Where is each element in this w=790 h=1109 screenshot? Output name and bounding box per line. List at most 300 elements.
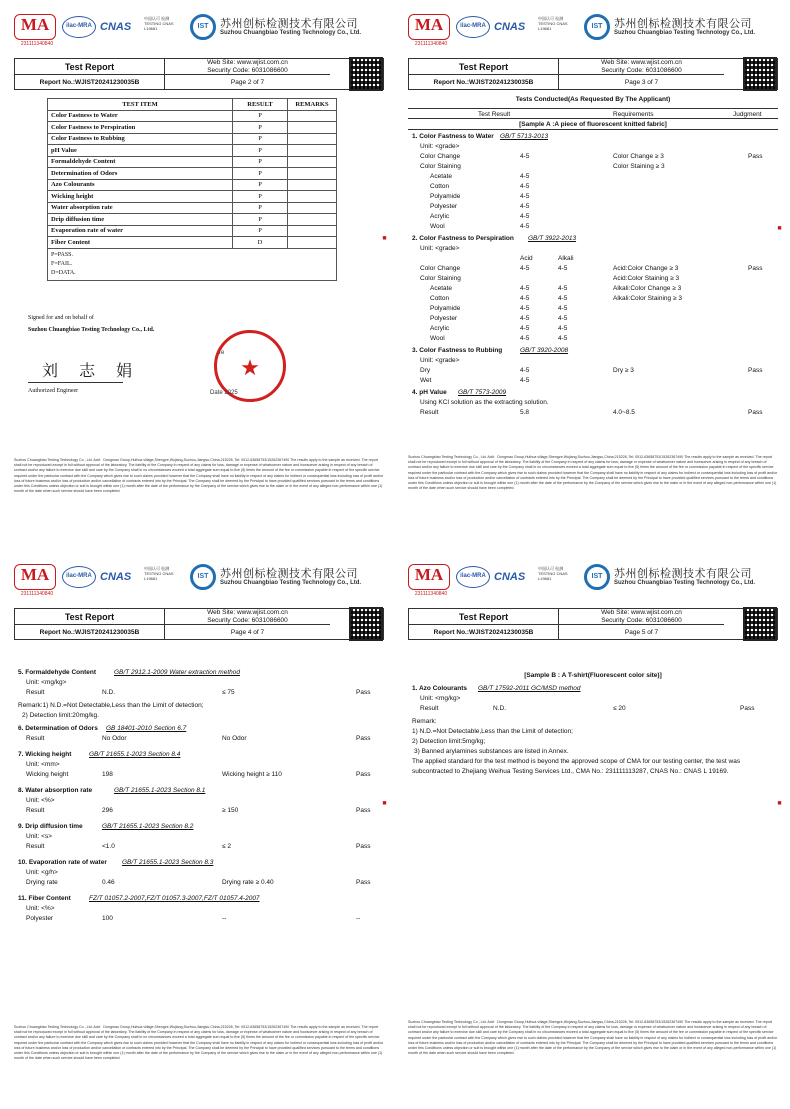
qr-code [743, 57, 777, 91]
alkali-value: 4-5 [558, 265, 568, 272]
result-row [14, 734, 384, 747]
summary-table [47, 98, 337, 281]
result-row [14, 914, 384, 924]
item-name: pH Value [48, 145, 233, 157]
unit-row [14, 796, 384, 806]
acid-value: 4-5 [520, 335, 530, 342]
security-code: Security Code: 6031086600 [601, 617, 682, 624]
result-row [408, 408, 778, 418]
unit: Unit: <%> [26, 905, 55, 912]
value: 4-5 [520, 223, 530, 230]
report-info-box [408, 58, 778, 90]
page-number: Page 3 of 7 [624, 79, 659, 86]
result-row [408, 304, 778, 314]
item-name: Formaldehyde Content [48, 156, 233, 168]
value: N.D. [102, 689, 115, 696]
s1-title: 1. Azo Colourants [412, 685, 468, 692]
alkali-value: 4-5 [558, 325, 568, 332]
judgment: Pass [356, 807, 371, 814]
judgment: Pass [356, 771, 371, 778]
value: 4-5 [520, 183, 530, 190]
label: Color Staining [420, 275, 461, 282]
requirement: Color Change ≥ 3 [613, 153, 664, 160]
requirement: ≤ 2 [222, 843, 231, 850]
item-name: Color Fastness to Rubbing [48, 133, 233, 145]
alkali-value: 4-5 [558, 285, 568, 292]
result-row [408, 314, 778, 324]
remark-row [14, 701, 384, 711]
item-result: P [233, 179, 288, 191]
col-requirements: Requirements [613, 111, 654, 118]
table-row [48, 237, 337, 249]
fabric: Cotton [430, 183, 450, 190]
website-security [165, 59, 330, 75]
unit-row [14, 832, 384, 842]
item-remark [288, 122, 337, 134]
subcontract-note: subcontracted to Zhejiang Weihua Testing Services Ltd., CMA No.: 231111113287, CNAS No.: CNAS L 19169. [412, 768, 729, 775]
unit: Unit: <g/h> [26, 869, 58, 876]
result-row [408, 264, 778, 274]
label: Result [420, 705, 439, 712]
unit-row [408, 356, 778, 366]
result-row [408, 366, 778, 376]
item-name: Determination of Odors [48, 168, 233, 180]
fabric: Acrylic [430, 325, 450, 332]
value: 4-5 [520, 203, 530, 210]
website: Web Site: www.wjist.com.cn [207, 59, 288, 66]
table-row [48, 214, 337, 226]
s1-standard: GB/T 17592-2011 GC/MSD method [478, 685, 581, 692]
report-number: Report No.:WJIST20241230035B [15, 75, 165, 90]
company-name-en: Suzhou Chuangbiao Testing Technology Co., Ltd. [614, 580, 756, 586]
label: Color Change [420, 265, 461, 272]
item-remark [288, 202, 337, 214]
remark: 3) Banned arylamines substances are listed in Annex. [414, 748, 569, 755]
requirement: 4.0~8.5 [613, 409, 635, 416]
page-number: Page 2 of 7 [230, 79, 265, 86]
item-result: P [233, 110, 288, 122]
report-number: Report No.:WJIST20241230035B [15, 625, 165, 640]
result-row [14, 878, 384, 891]
s11-title: 11. Fiber Content [18, 895, 71, 902]
report-info-box [14, 58, 384, 90]
item-remark [288, 191, 337, 203]
report-number: Report No.:WJIST20241230035B [409, 75, 559, 90]
judgment: Pass [748, 409, 763, 416]
result-row [14, 842, 384, 855]
acid-value: 4-5 [520, 285, 530, 292]
s6-title: 6. Determination of Odors [18, 725, 98, 732]
judgment: Pass [748, 265, 763, 272]
cma-logo: MA [14, 14, 56, 40]
table-row [48, 225, 337, 237]
fabric: Acetate [430, 173, 453, 180]
section-heading [14, 750, 384, 760]
fabric: Polyamide [430, 305, 461, 312]
item-remark [288, 133, 337, 145]
company-name-cn: 苏州创标检测技术有限公司 [220, 567, 358, 580]
page-header [14, 560, 384, 600]
sign-date: Date 2025 [210, 390, 238, 396]
cnas-logo: CNAS [494, 571, 526, 583]
cnas-caption: 中国认可 检测 TESTING CNAS L19681 [144, 16, 174, 31]
test-results-area [408, 672, 778, 777]
s4-standard: GB/T 7573-2009 [458, 389, 507, 396]
table-header-row [48, 99, 337, 111]
col-result: RESULT [233, 99, 288, 111]
page-footer: Suzhou Chuangbiao Testing Technology Co., Ltd. Add：Dongmao Group,Huihua village,Shengze,Wujiang,Suzhou,Jiangsu,China,215228, Tel: 0512-63658753/15262367490 The results apply to the sample as received. The report shall not be reproduced except in full without approval of the laboratory. The liability of the Company in respect of any claims for loss, damage or expense of whatsoever nature and howsoever arising in respect of any breach of contract and/or any failure to exercise due skill and care by the Company shall in no circumstances exceed a total aggregate sum equal to five (5) times the amount of the fee or commission payable in respect of the specific service required under the particular contract with the Company which gives rise to such claims provided however that the Company shall have no liability in respect of any claims for indirect or consequential loss including loss of profit and/or loss of future business and/or loss of production and/or cancellation of contracts entered into by the Principal. The Company shall be deemed by the Principal to have provided qualified services pursuant to the terms and conditions under this Conditions unless objection or suit is brought within one (1) month after the date of the performance by the Company of the service which gives rise to the claim or in the event of any alleged non-performance within one (1) month of the date when such service should have been completed. [14, 458, 384, 494]
report-info-box [408, 608, 778, 640]
section-heading [408, 132, 778, 142]
label: Result [26, 807, 45, 814]
company-name-cn: 苏州创标检测技术有限公司 [614, 567, 752, 580]
requirement: -- [222, 915, 227, 922]
seam-stamp-mark: ■ [776, 800, 783, 807]
requirement: Acid:Color Staining ≥ 3 [613, 275, 680, 282]
page-footer: Suzhou Chuangbiao Testing Technology Co., Ltd. Add：Dongmao Group,Huihua village,Shengze,Wujiang,Suzhou,Jiangsu,China,215228, Tel: 0512-63658753/15262367490 The results apply to the sample as received. The report shall not be reproduced except in full without approval of the laboratory. The liability of the Company in respect of any claims for loss, damage or expense of whatsoever nature and howsoever arising in respect of any breach of contract and/or any failure to exercise due skill and care by the Company shall in no circumstances exceed a total aggregate sum equal to five (5) times the amount of the fee or commission payable in respect of the specific service required under the particular contract with the Company which gives rise to such claims provided however that the Company shall have no liability in respect of any claims for indirect or consequential loss including loss of profit and/or loss of future business and/or loss of production and/or cancellation of contracts entered into by the Principal. The Company shall be deemed by the Principal to have provided qualified services pursuant to the terms and conditions under this Conditions unless objection or suit is brought within one (1) month after the date of the performance by the Company of the service which gives rise to the claim or in the event of any alleged non-performance within one (1) month of the date when such service should have been completed. [14, 1025, 384, 1061]
security-code: Security Code: 6031086600 [207, 67, 288, 74]
ist-logo: IST [584, 14, 610, 40]
remark: 2) Detection limit:5mg/kg; [412, 738, 486, 745]
signature-line [28, 382, 123, 383]
item-result: P [233, 214, 288, 226]
ilac-mra-logo: ilac-MRA [62, 16, 96, 38]
s7-standard: GB/T 21655.1-2023 Section 8.4 [89, 751, 181, 758]
table-row [48, 110, 337, 122]
legend-pass: P=PASS. [51, 251, 74, 258]
section-heading [408, 346, 778, 356]
remark-row [408, 737, 778, 747]
section-heading [14, 858, 384, 868]
judgment: Pass [356, 689, 371, 696]
section-heading [408, 684, 778, 694]
item-name: Azo Colourants [48, 179, 233, 191]
website: Web Site: www.wjist.com.cn [601, 59, 682, 66]
value: No Odor [102, 735, 127, 742]
unit: Unit: <grade> [420, 143, 460, 150]
alkali-value: 4-5 [558, 305, 568, 312]
ist-logo: IST [584, 564, 610, 590]
judgment: Pass [356, 735, 371, 742]
website: Web Site: www.wjist.com.cn [207, 609, 288, 616]
label: Result [26, 735, 45, 742]
s10-title: 10. Evaporation rate of water [18, 859, 107, 866]
cma-logo: MA [408, 564, 450, 590]
value: 296 [102, 807, 113, 814]
acid-value: 4-5 [520, 305, 530, 312]
item-result: P [233, 145, 288, 157]
result-row [14, 770, 384, 783]
requirement: ≥ 150 [222, 807, 239, 814]
item-result: P [233, 133, 288, 145]
s9-standard: GB/T 21655.1-2023 Section 8.2 [102, 823, 194, 830]
report-title: Test Report [15, 609, 165, 625]
result-row [14, 806, 384, 819]
acid-value: 4-5 [520, 315, 530, 322]
security-code: Security Code: 6031086600 [601, 67, 682, 74]
report-info-box [14, 608, 384, 640]
label: Result [420, 409, 439, 416]
legend-fail: F=FAIL. [51, 260, 73, 267]
note-row [408, 398, 778, 408]
unit: Unit: <grade> [420, 245, 460, 252]
item-name: Evaporation rate of water [48, 225, 233, 237]
table-row [48, 191, 337, 203]
item-result: P [233, 225, 288, 237]
alkali-col: Alkali [558, 255, 574, 262]
section-heading [408, 388, 778, 398]
requirement: No Odor [222, 735, 247, 742]
value: 4-5 [520, 193, 530, 200]
summary-table-area [14, 98, 384, 281]
unit-row [408, 694, 778, 704]
item-name: Drip diffusion time [48, 214, 233, 226]
qr-code [349, 607, 383, 641]
table-row [48, 202, 337, 214]
s6-standard: GB 18401-2010 Section 6.7 [106, 725, 187, 732]
cnas-caption: 中国认可 检测 TESTING CNAS L19681 [538, 566, 568, 581]
item-result: P [233, 122, 288, 134]
label: Color Change [420, 153, 461, 160]
security-code: Security Code: 6031086600 [207, 617, 288, 624]
label: Wicking height [26, 771, 69, 778]
item-remark [288, 168, 337, 180]
sample-label: [Sample B : A T-shirt(Fluorescent color site)] [524, 672, 662, 679]
unit: Unit: <mg/kg> [420, 695, 461, 702]
unit-row [14, 904, 384, 914]
table-row [48, 122, 337, 134]
company-name-en: Suzhou Chuangbiao Testing Technology Co., Ltd. [614, 30, 756, 36]
value: N.D. [493, 705, 506, 712]
value: 198 [102, 771, 113, 778]
unit-row [14, 760, 384, 770]
report-page-2 [14, 10, 384, 545]
ilac-mra-logo: ilac-MRA [456, 16, 490, 38]
ilac-mra-logo: ilac-MRA [456, 566, 490, 588]
page-header [408, 560, 778, 600]
value: 5.8 [520, 409, 530, 416]
result-row [408, 202, 778, 212]
item-name: Water absorption rate [48, 202, 233, 214]
s10-standard: GB/T 21655.1-2023 Section 8.3 [122, 859, 214, 866]
unit: Unit: <grade> [420, 357, 460, 364]
cma-number: 231111340840 [20, 591, 54, 597]
page-footer: Suzhou Chuangbiao Testing Technology Co., Ltd. Add：Dongmao Group,Huihua village,Shengze,Wujiang,Suzhou,Jiangsu,China,215228, Tel: 0512-63658753/15262367490 The results apply to the sample as received. The report shall not be reproduced except in full without approval of the laboratory. The liability of the Company in respect of any claims for loss, damage or expense of whatsoever nature and howsoever arising in respect of any breach of contract and/or any failure to exercise due skill and care by the Company shall in no circumstances exceed a total aggregate sum equal to five (5) times the amount of the fee or commission payable in respect of the specific service required under the particular contract with the Company which gives rise to such claims provided however that the Company shall have no liability in respect of any claims for indirect or consequential loss including loss of profit and/or loss of future business and/or loss of production and/or cancellation of contracts entered into by the Principal. The Company shall be deemed by the Principal to have provided qualified services pursuant to the terms and conditions under this Conditions unless objection or suit is brought within one (1) month after the date of the performance by the Company of the service which gives rise to the claim or in the event of any alleged non-performance within one (1) month of the date when such service should have been completed. [408, 455, 778, 491]
cnas-caption: 中国认可 检测 TESTING CNAS L19681 [144, 566, 174, 581]
requirement: ≤ 75 [222, 689, 235, 696]
result-row [408, 162, 778, 172]
unit: Unit: <mg/kg> [26, 679, 67, 686]
item-remark [288, 110, 337, 122]
remark-row [408, 747, 778, 757]
item-remark [288, 214, 337, 226]
result-row [408, 376, 778, 386]
requirement: Color Staining ≥ 3 [613, 163, 665, 170]
ist-logo: IST [190, 14, 216, 40]
item-remark [288, 225, 337, 237]
section-heading [14, 822, 384, 832]
website-security [559, 59, 724, 75]
requirement: Acid:Color Change ≥ 3 [613, 265, 679, 272]
section-heading [14, 894, 384, 904]
requirement: Dry ≥ 3 [613, 367, 634, 374]
value: 4-5 [520, 213, 530, 220]
legend-row [48, 248, 337, 280]
sample-label: [Sample A :A piece of fluorescent knitted fabric] [408, 119, 778, 130]
unit: Unit: <s> [26, 833, 53, 840]
table-row [48, 156, 337, 168]
s5-standard: GB/T 2912.1-2009 Water extraction method [114, 669, 240, 676]
table-row [48, 145, 337, 157]
unit: Unit: <%> [26, 797, 55, 804]
remark: Remark:1) N.D.=Not Detectable,Less than the Limit of detection; [18, 702, 204, 709]
requirement: Alkali:Color Staining ≥ 3 [613, 295, 682, 302]
result-row [408, 274, 778, 284]
signed-for-text: Signed for and on behalf of [28, 315, 94, 321]
report-title: Test Report [409, 59, 559, 75]
fabric: Wool [430, 223, 445, 230]
page-footer: Suzhou Chuangbiao Testing Technology Co., Ltd. Add：Dongmao Group,Huihua village,Shengze,Wujiang,Suzhou,Jiangsu,China,215228, Tel: 0512-63658753/15262367490 The results apply to the sample as received. The report shall not be reproduced except in full without approval of the laboratory. The liability of the Company in respect of any claims for loss, damage or expense of whatsoever nature and howsoever arising in respect of any breach of contract and/or any failure to exercise due skill and care by the Company shall in no circumstances exceed a total aggregate sum equal to five (5) times the amount of the fee or commission payable in respect of the specific service required under the particular contract with the Company which gives rise to such claims provided however that the Company shall have no liability in respect of any claims for indirect or consequential loss including loss of profit and/or loss of future business and/or loss of production and/or cancellation of contracts entered into by the Principal. The Company shall be deemed by the Principal to have provided qualified services pursuant to the terms and conditions under this Conditions unless objection or suit is brought within one (1) month after the date of the performance by the Company of the service which gives rise to the claim or in the event of any alleged non-performance within one (1) month of the date when such service should have been completed. [408, 1020, 778, 1056]
value: <1.0 [102, 843, 115, 850]
remark: 2) Detection limit:20mg/kg. [22, 712, 99, 719]
result-row [408, 704, 778, 717]
report-title: Test Report [409, 609, 559, 625]
result-row [408, 334, 778, 344]
note-row [408, 767, 778, 777]
item-remark [288, 156, 337, 168]
label: Drying rate [26, 879, 58, 886]
result-row [408, 324, 778, 334]
value: 4-5 [520, 377, 530, 384]
report-page-3 [408, 10, 778, 545]
label: Result [26, 843, 45, 850]
judgment: -- [356, 915, 361, 922]
value: 4-5 [520, 153, 530, 160]
acid-col: Acid [520, 255, 533, 262]
value: 4-5 [520, 173, 530, 180]
item-remark [288, 145, 337, 157]
s8-title: 8. Water absorption rate [18, 787, 93, 794]
item-remark [288, 237, 337, 249]
acid-value: 4-5 [520, 265, 530, 272]
s5-title: 5. Formaldehyde Content [18, 669, 97, 676]
qr-code [743, 607, 777, 641]
remark-row [408, 727, 778, 737]
seam-stamp-mark: ■ [381, 235, 388, 242]
report-page-5 [408, 560, 778, 1095]
col-judgment: Judgment [733, 111, 762, 118]
report-number: Report No.:WJIST20241230035B [409, 625, 559, 640]
label: Color Staining [420, 163, 461, 170]
item-result: D [233, 237, 288, 249]
cma-logo: MA [408, 14, 450, 40]
unit-row [408, 142, 778, 152]
s1-title: 1. Color Fastness to Water [412, 133, 494, 140]
result-row [408, 222, 778, 232]
s9-title: 9. Drip diffusion time [18, 823, 83, 830]
fabric: Acrylic [430, 213, 450, 220]
qr-code [349, 57, 383, 91]
acid-alkali-header [408, 254, 778, 264]
item-name: Wicking height [48, 191, 233, 203]
remark-row [14, 711, 384, 721]
company-name-cn: 苏州创标检测技术有限公司 [614, 17, 752, 30]
website: Web Site: www.wjist.com.cn [601, 609, 682, 616]
cnas-logo: CNAS [100, 21, 132, 33]
s1-standard: GB/T 5713-2013 [500, 133, 549, 140]
fabric: Cotton [430, 295, 450, 302]
page-number: Page 4 of 7 [230, 629, 265, 636]
alkali-value: 4-5 [558, 335, 568, 342]
test-results-area [408, 96, 778, 418]
page-header [14, 10, 384, 50]
value: 100 [102, 915, 113, 922]
result-row [408, 284, 778, 294]
col-test-item: TEST ITEM [48, 99, 233, 111]
fabric: Polyamide [430, 193, 461, 200]
requirement: Drying rate ≥ 0.40 [222, 879, 274, 886]
table-row [48, 179, 337, 191]
unit-row [14, 678, 384, 688]
section-title: Tests Conducted(As Requested By The Applicant) [515, 96, 671, 103]
ilac-mra-logo: ilac-MRA [62, 566, 96, 588]
cma-number: 231111340840 [414, 41, 448, 47]
alkali-value: 4-5 [558, 315, 568, 322]
stamp-text-partial: Te [218, 350, 225, 356]
section-heading [14, 724, 384, 734]
website-security [559, 609, 724, 625]
cnas-caption: 中国认可 检测 TESTING CNAS L19681 [538, 16, 568, 31]
judgment: Pass [748, 367, 763, 374]
signed-for [28, 315, 154, 333]
remark-row [408, 717, 778, 727]
fabric: Polyester [430, 203, 458, 210]
note-row [408, 757, 778, 767]
result-row [408, 182, 778, 192]
seam-stamp-mark: ■ [776, 225, 783, 232]
legend-data: D=DATA. [51, 269, 76, 276]
page-number: Page 5 of 7 [624, 629, 659, 636]
value: 4-5 [520, 367, 530, 374]
col-test-result: Test Result [478, 111, 511, 118]
report-page-4 [14, 560, 384, 1095]
report-title: Test Report [15, 59, 165, 75]
cma-number: 231111340840 [414, 591, 448, 597]
unit-row [14, 868, 384, 878]
label: Polyester [26, 915, 54, 922]
item-name: Fiber Content [48, 237, 233, 249]
acid-value: 4-5 [520, 325, 530, 332]
cnas-logo: CNAS [494, 21, 526, 33]
s7-title: 7. Wicking height [18, 751, 72, 758]
label: Dry [420, 367, 431, 374]
section-heading [14, 668, 384, 678]
label: Wet [420, 377, 432, 384]
website-security [165, 609, 330, 625]
item-remark [288, 179, 337, 191]
result-row [14, 688, 384, 701]
s3-title: 3. Color Fastness to Rubbing [412, 347, 503, 354]
table-row [48, 133, 337, 145]
remark-label: Remark: [412, 718, 437, 725]
engineer-signature: 刘 志 娟 [42, 361, 141, 380]
s2-standard: GB/T 3922-2013 [528, 235, 577, 242]
result-row [408, 172, 778, 182]
section-heading [408, 234, 778, 244]
item-result: P [233, 168, 288, 180]
company-name-en: Suzhou Chuangbiao Testing Technology Co., Ltd. [220, 30, 362, 36]
subcontract-note: The applied standard for the test method is beyond the approved scope of CMA for our testing center, the test was [412, 758, 741, 765]
